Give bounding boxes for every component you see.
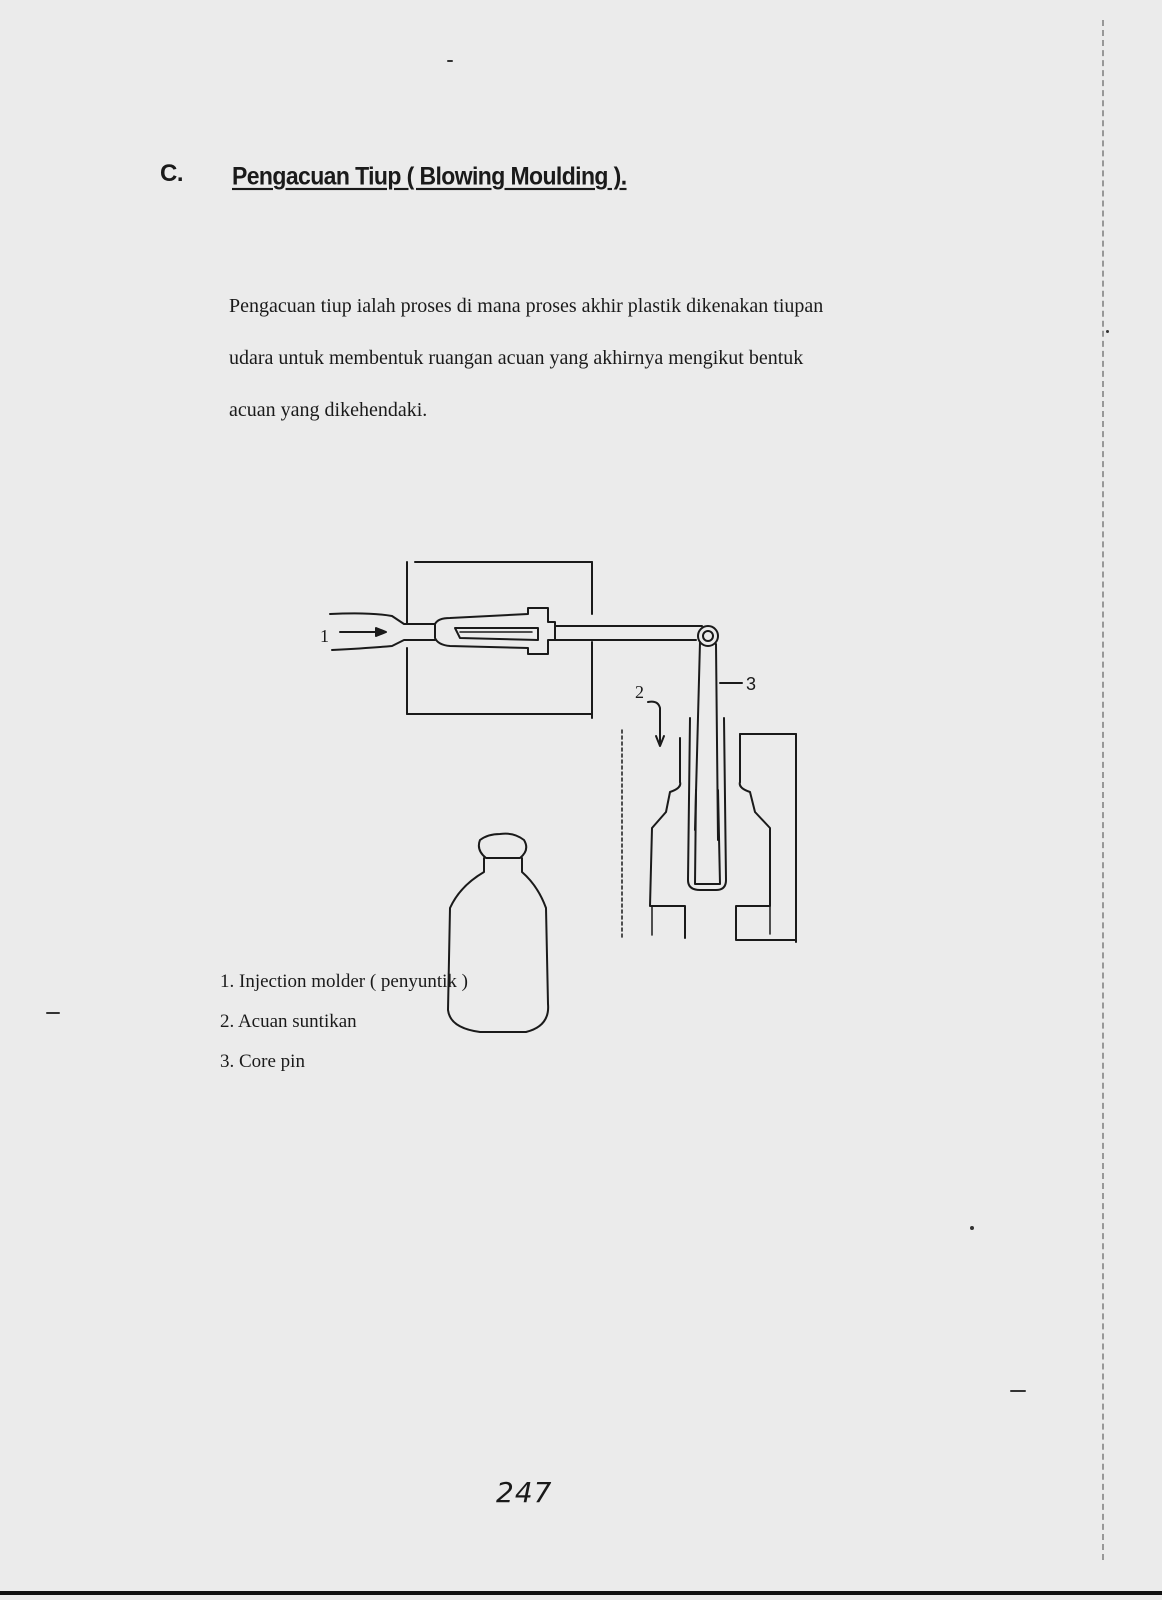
- scan-speck: [46, 1012, 60, 1014]
- page-number: 247: [496, 1476, 553, 1509]
- blow-mould: [622, 730, 796, 942]
- scan-speck: [1010, 1390, 1026, 1392]
- scan-speck: [970, 1226, 974, 1230]
- injection-nozzle: [435, 608, 555, 654]
- callout-3-label: 3: [746, 674, 757, 694]
- legend-item: 2. Acuan suntikan: [220, 1011, 357, 1032]
- paragraph-line: acuan yang dikehendaki.: [229, 399, 428, 421]
- callout-1-label: 1: [320, 626, 329, 646]
- paragraph-line: Pengacuan tiup ialah proses di mana proses akhir plastik dikenakan tiupan: [229, 295, 824, 317]
- diagram-legend: [220, 962, 468, 1082]
- body-paragraph: [229, 280, 1019, 436]
- paragraph-line: udara untuk membentuk ruangan acuan yang akhirnya mengikut bentuk: [229, 347, 804, 369]
- core-pin: [688, 642, 726, 890]
- legend-item: 3. Core pin: [220, 1051, 305, 1072]
- transfer-arm: [555, 626, 718, 646]
- section-letter: C.: [160, 160, 183, 187]
- scan-bottom-border: [0, 1591, 1162, 1595]
- section-title: Pengacuan Tiup ( Blowing Moulding ).: [232, 162, 627, 191]
- callout-2-arrow: [648, 702, 664, 746]
- callout-2-label: 2: [635, 682, 644, 702]
- legend-item: 1. Injection molder ( penyuntik ): [220, 971, 468, 992]
- scan-speck: [1106, 330, 1109, 333]
- scan-speck: [447, 60, 453, 62]
- scan-edge-artifact: [1102, 20, 1106, 1560]
